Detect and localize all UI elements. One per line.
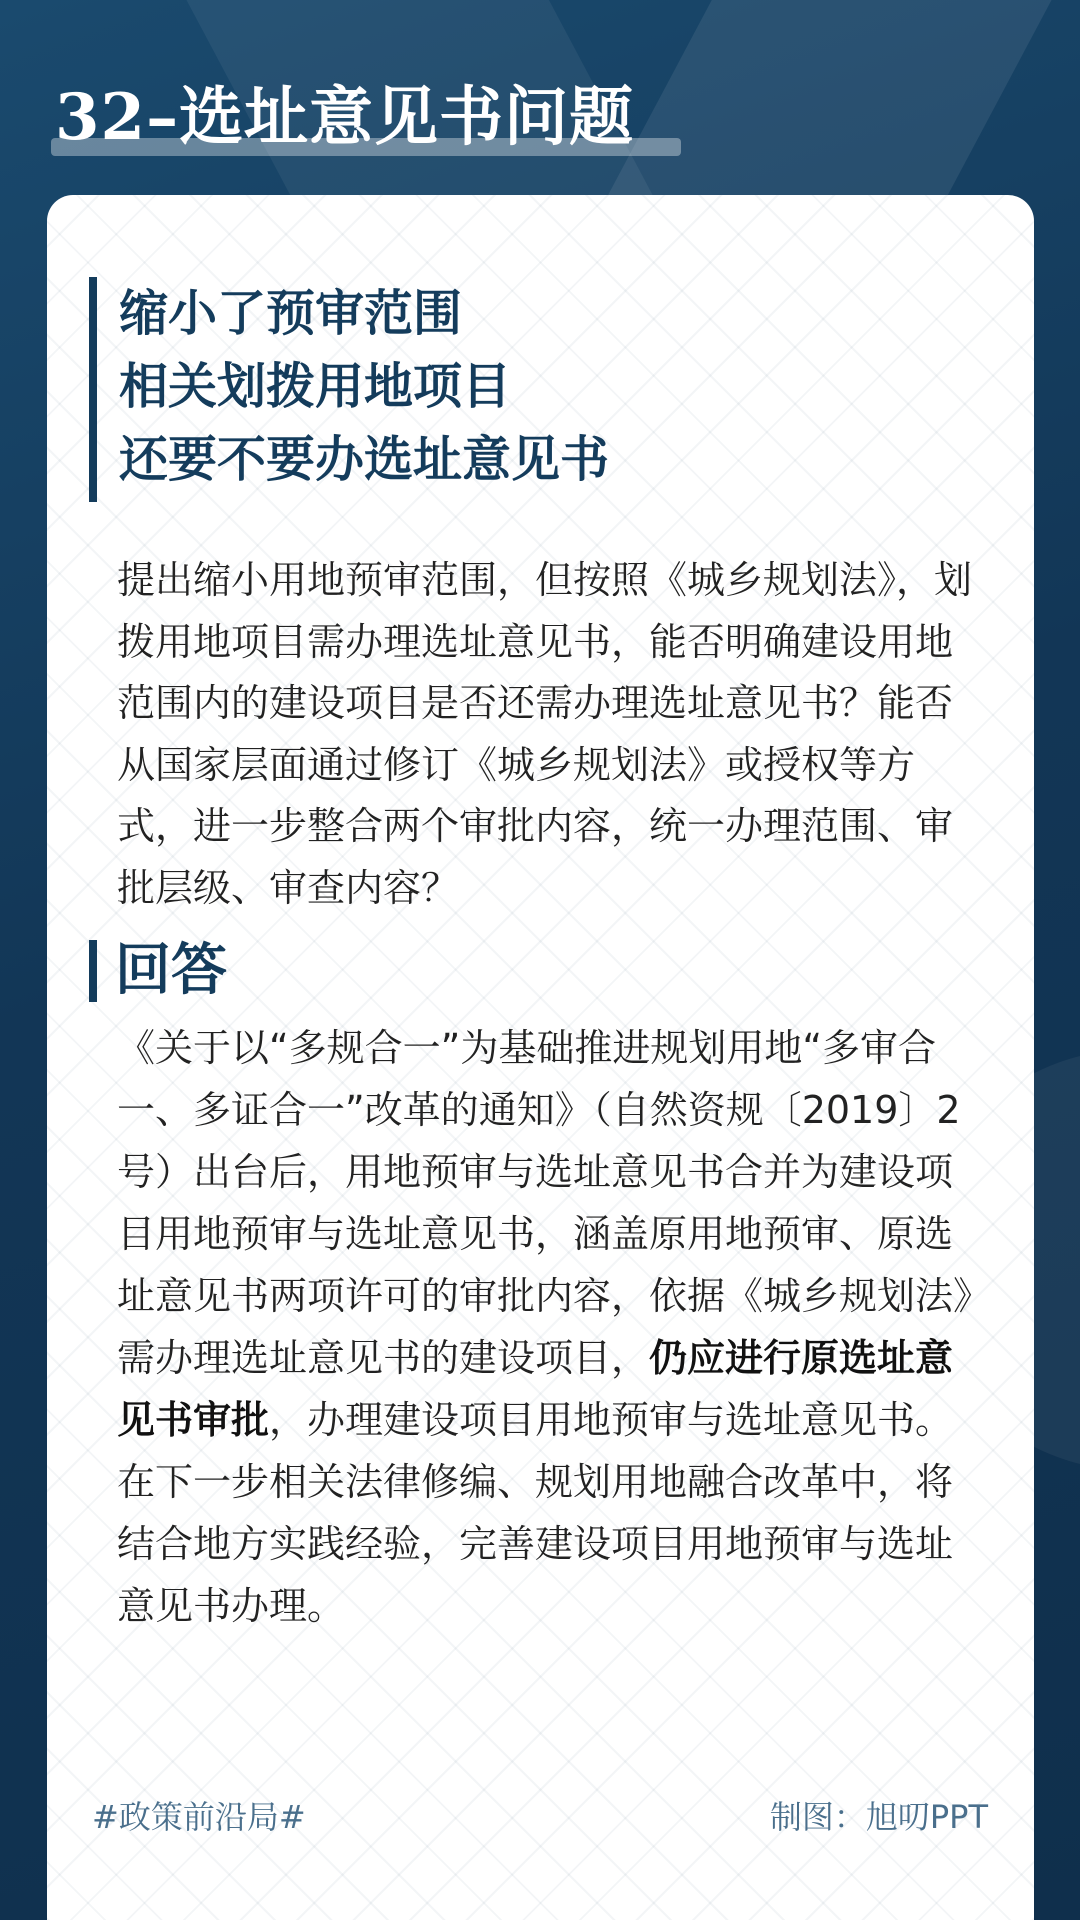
answer-heading: 回答 [89, 940, 227, 1002]
content-card [47, 195, 1034, 1920]
credit-text: 制图：旭叨PPT [769, 1798, 988, 1836]
heading-line: 还要不要办选址意见书 [119, 431, 610, 488]
answer-emphasis: 仍应进行原选址意见书审批 [117, 1336, 954, 1442]
question-text: 提出缩小用地预审范围，但按照《城乡规划法》，划拨用地项目需办理选址意见书，能否明确建设用地范围内的建设项目是否还需办理选址意见书？能否从国家层面通过修订《城乡规划法》或授权等方式，进一步整合两个审批内容，统一办理范围、审批层级、审查内容？ [117, 558, 973, 910]
hashtag: #政策前沿局# [92, 1798, 306, 1836]
heading-line: 相关划拨用地项目 [119, 358, 512, 415]
question-heading [89, 277, 609, 502]
answer-paragraph-2: 在下一步相关法律修编、规划用地融合改革中，将结合地方实践经验，完善建设项目用地预审与选址意见书办理。 [117, 1460, 954, 1628]
answer-part-1: 《关于以“多规合一”为基础推进规划用地“多审合一、多证合一”改革的通知》（自然资规〔2019〕2号）出台后，用地预审与选址意见书合并为建设项目用地预审与选址意见书，涵盖原用地预审、原选址意见书两项许可的审批内容，依据《城乡规划法》需办理选址意见书的建设项目， [117, 1026, 973, 1380]
answer-text [117, 1017, 987, 1637]
title-block [55, 78, 634, 158]
heading-line: 缩小了预审范围 [119, 285, 463, 342]
answer-part-2: ，办理建设项目用地预审与选址意见书。 [269, 1398, 954, 1442]
page-title: 32–选址意见书问题 [55, 80, 635, 155]
